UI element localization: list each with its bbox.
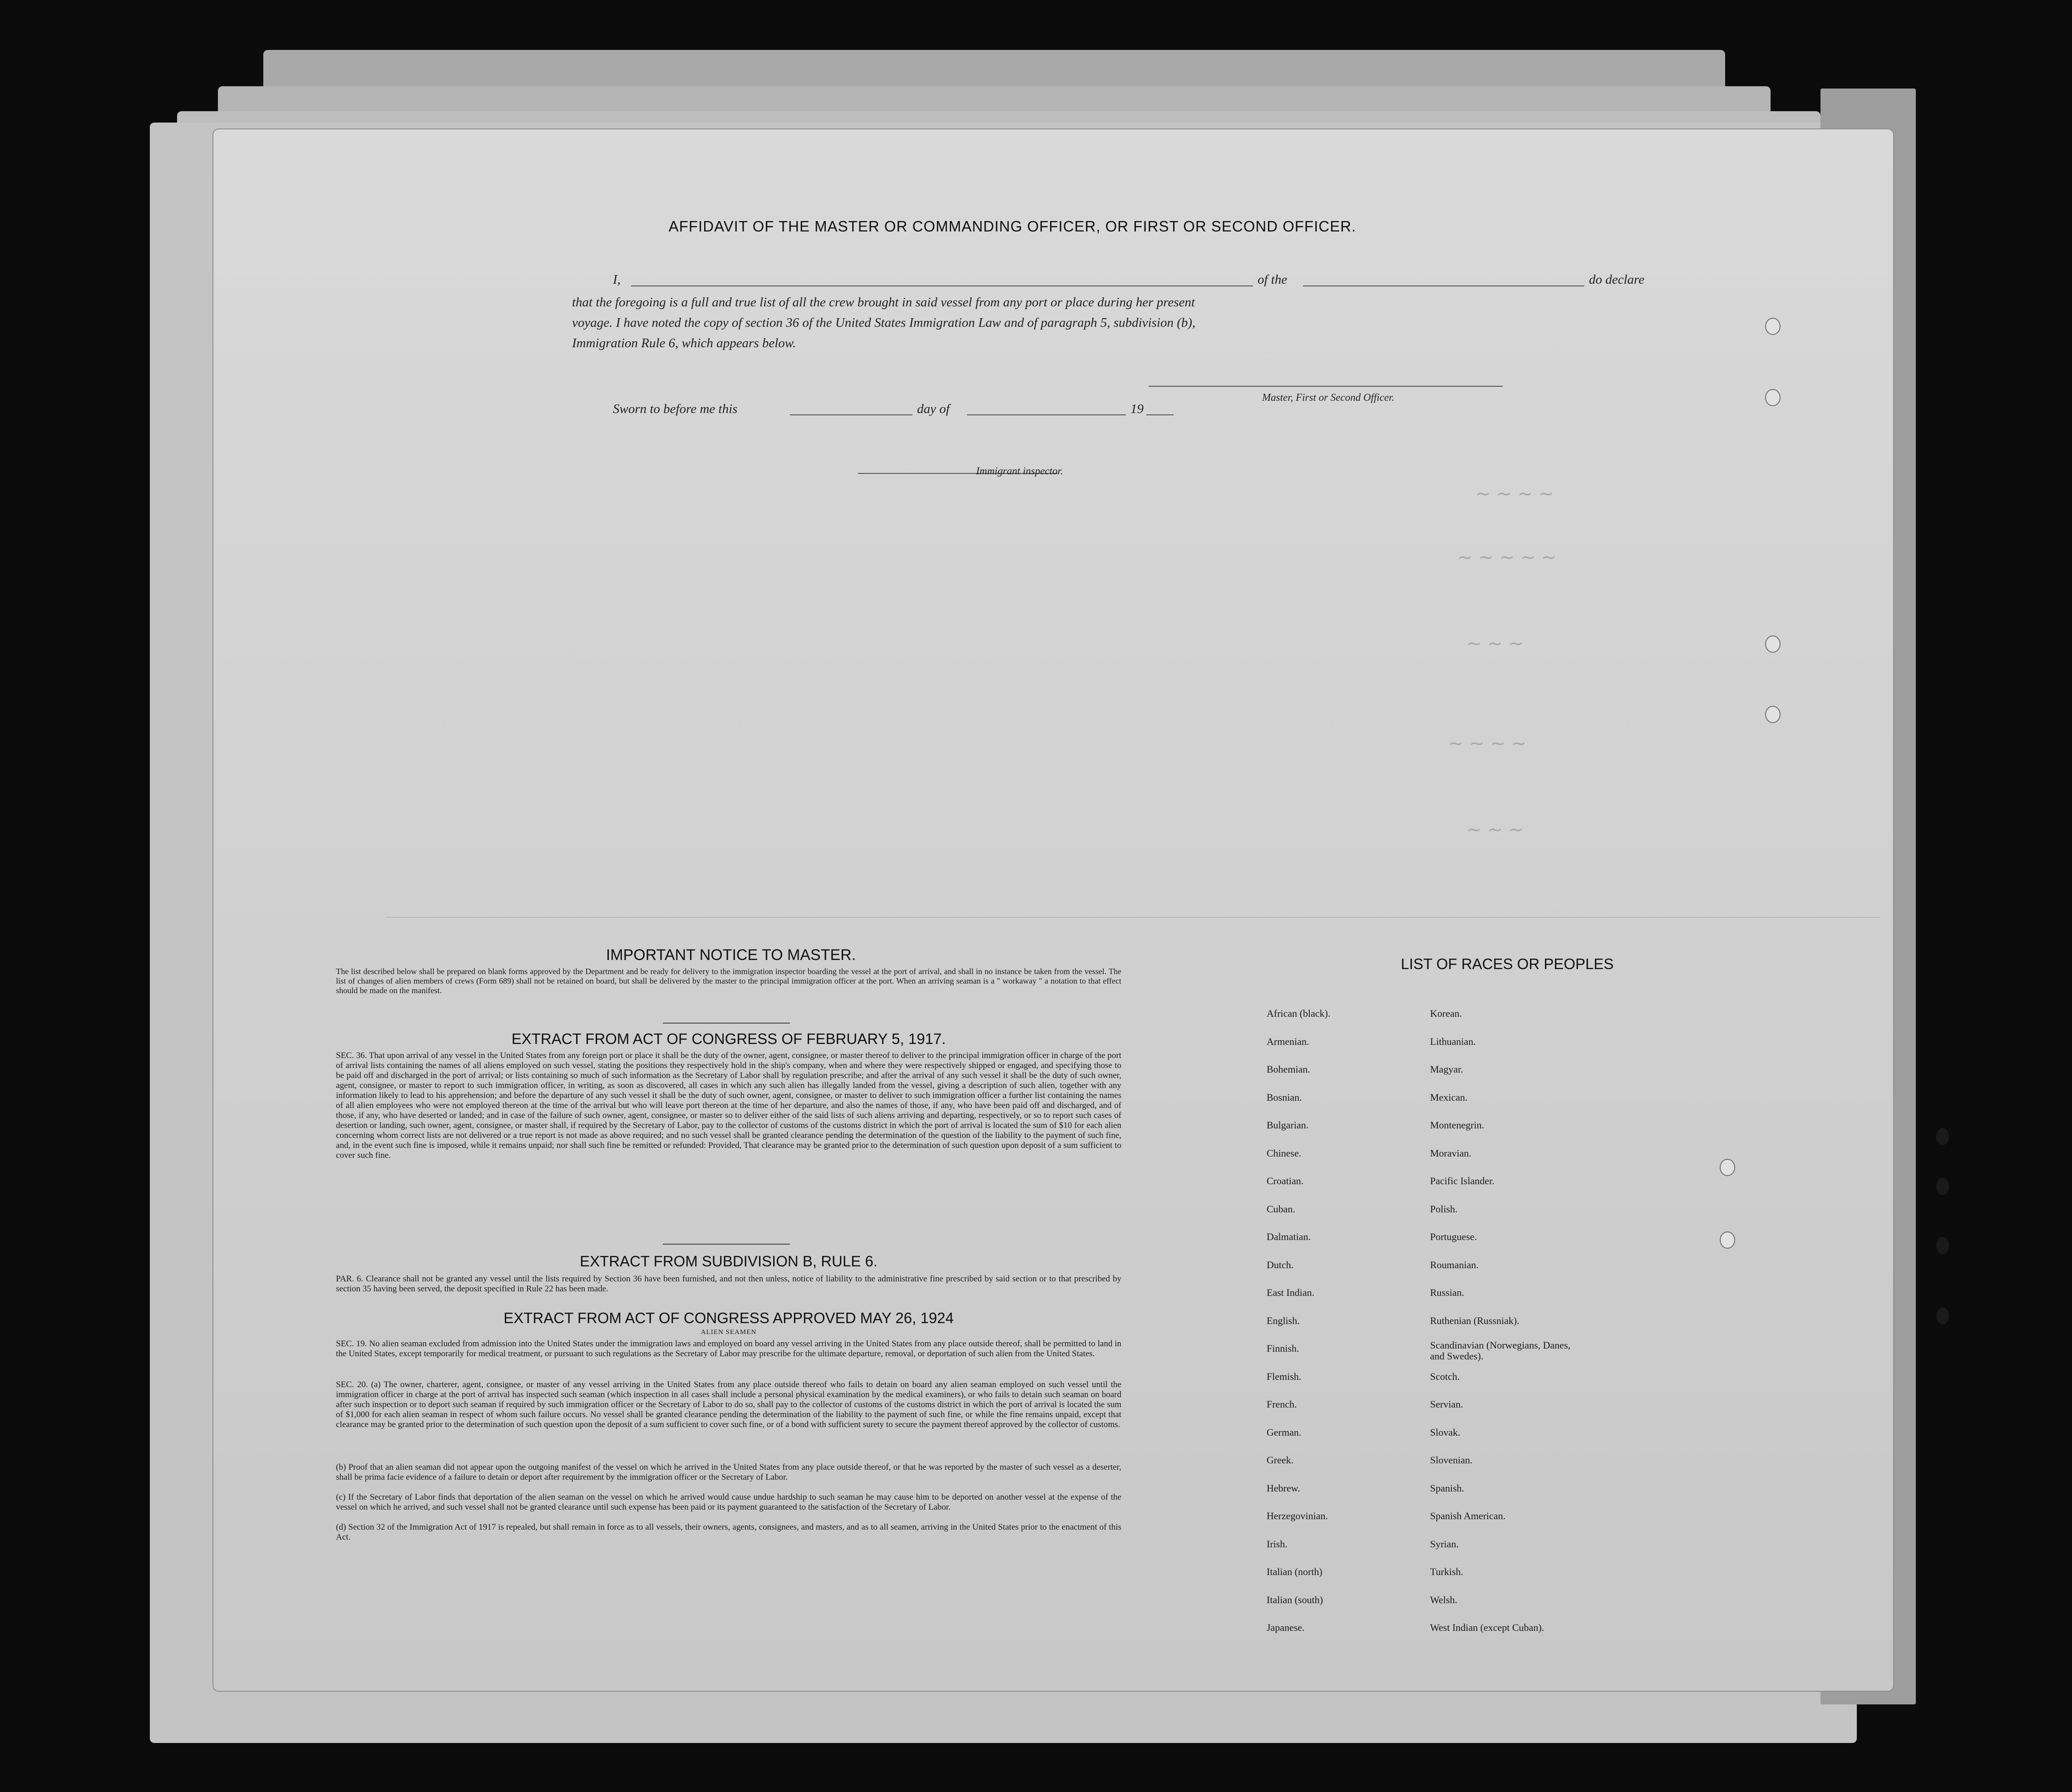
punch-hole (1765, 389, 1781, 406)
binding-hole (1936, 1178, 1949, 1195)
race-item: Bohemian. (1267, 1063, 1310, 1075)
race-item: Cuban. (1267, 1203, 1295, 1215)
bleed-through-mark: ~ ~ ~ (1466, 819, 1524, 840)
punch-hole (1765, 706, 1781, 723)
race-item: Spanish American. (1430, 1510, 1506, 1521)
race-item: Russian. (1430, 1287, 1465, 1298)
affidavit-i-label: I, (613, 272, 621, 287)
race-item: Montenegrin. (1430, 1119, 1485, 1131)
binding-hole (1936, 1307, 1949, 1324)
race-item: Herzegovinian. (1267, 1510, 1328, 1521)
bleed-through-mark: ~ ~ ~ ~ ~ (1457, 547, 1557, 568)
extract-1924-subtitle: ALIEN SEAMEN (701, 1329, 757, 1336)
race-item: Scotch. (1430, 1370, 1460, 1382)
punch-hole (1765, 318, 1781, 335)
race-item: Armenian. (1267, 1035, 1309, 1047)
extract-1917-text: SEC. 36. That upon arrival of any vessel in the United States from any foreign port or place it shall be the duty of the owner, agent, consignee, or master thereof to deliver to the principal immigration officer in charge of the port of arrival lists containing the names of all aliens employed on such vessel, stating the positions they respectively hold in the ship's company, when and where they were respectively shipped or engaged, and specifying those to be paid off and discharged in the port of arrival; or lists containing so much of such information as the Secretary of Labor shall by regulation prescribe; and after the arrival of any such vessel it shall be the duty of such owner, agent, consignee, or master to report to such immigration officer, in writing, as soon as discovered, all cases in which any such alien has illegally landed from the vessel, giving a description of such alien, together with any information likely to lead to his apprehension; and before the departure of any such vessel it shall be the duty of such owner, agent, consignee, or master to deliver to such immigration officer a further list containing the names of all alien employees who were not employed thereon at the time of the arrival but who will leave port thereon at the time of her departure, and also the names of those, if any, who have been paid off and discharged, and of those, if any, who have deserted or landed; and in case of the failure of such owner, agent, consignee, or master so to deliver either of the said lists of such aliens arriving and departing, respectively, or so to report such cases of desertion or landing, such owner, agent, consignee, or master shall, if required by the Secretary of Labor, pay to the collector of customs of the customs district in which the port of arrival is located the sum of $10 for each alien concerning whom correct lists are not delivered or a true report is not made as above required; and no such vessel shall be granted clearance pending the determination of the question of the liability to the payment of such fine, and, in the event such fine is imposed, while it remains unpaid; nor shall such fine be remitted or refunded: Provided, That clearance may be granted prior to the determination of such question upon deposit of a sum sufficient to cover such fine. (336, 1051, 1121, 1160)
race-item: Korean. (1430, 1008, 1462, 1019)
extract-1924-title: EXTRACT FROM ACT OF CONGRESS APPROVED MAY 26, 1924 (503, 1310, 954, 1326)
race-item: Dutch. (1267, 1259, 1294, 1270)
punch-hole (1720, 1159, 1735, 1176)
extract-1924-sec20b: (b) Proof that an alien seaman did not appear upon the outgoing manifest of the vessel on which he arrived in the United States from any place outside thereof, or that he was reported by the master of such vessel as a deserter, shall be prima facie evidence of a failure to detain or deport after requirement by the immigration officer or the Secretary of Labor. (336, 1462, 1121, 1482)
race-item: Irish. (1267, 1538, 1288, 1550)
affidavit-of-the-label: of the (1258, 272, 1288, 287)
race-item: West Indian (except Cuban). (1430, 1622, 1544, 1633)
race-item: Turkish. (1430, 1566, 1464, 1577)
race-item: Magyar. (1430, 1063, 1463, 1075)
affidavit-page (213, 129, 1893, 1691)
year-label: 19 (1130, 402, 1144, 416)
section-divider (663, 1244, 790, 1245)
bleed-through-mark: ~ ~ ~ ~ (1448, 733, 1527, 754)
race-item: Italian (south) (1267, 1594, 1323, 1605)
master-signature-line[interactable] (1149, 386, 1503, 387)
binding-hole (1936, 1237, 1949, 1254)
race-item: Welsh. (1430, 1594, 1457, 1605)
race-item: Dalmatian. (1267, 1231, 1311, 1242)
punch-hole (1720, 1231, 1735, 1249)
race-item: Polish. (1430, 1203, 1458, 1215)
race-item: Chinese. (1267, 1147, 1302, 1159)
race-item: Greek. (1267, 1454, 1294, 1466)
extract-1917-title: EXTRACT FROM ACT OF CONGRESS OF FEBRUARY 5, 1917. (511, 1030, 946, 1047)
race-item: Lithuanian. (1430, 1035, 1476, 1047)
race-item: German. (1267, 1426, 1302, 1438)
race-item: Mexican. (1430, 1091, 1468, 1103)
race-item: Flemish. (1267, 1370, 1302, 1382)
race-item: Syrian. (1430, 1538, 1459, 1550)
affidavit-line-4: Immigration Rule 6, which appears below. (572, 336, 796, 350)
race-item: English. (1267, 1314, 1300, 1326)
race-item: African (black). (1267, 1008, 1331, 1019)
race-item: Spanish. (1430, 1482, 1465, 1494)
race-item: Portuguese. (1430, 1231, 1477, 1242)
race-item: East Indian. (1267, 1287, 1315, 1298)
race-item: Japanese. (1267, 1622, 1305, 1633)
race-item: Bosnian. (1267, 1091, 1302, 1103)
race-item: Croatian. (1267, 1175, 1304, 1186)
race-item: Finnish. (1267, 1343, 1299, 1354)
affidavit-line-2: that the foregoing is a full and true list of all the crew brought in said vessel from any port or place during her present (572, 295, 1195, 310)
inspector-label: Immigrant inspector. (976, 465, 1063, 477)
master-signature-label: Master, First or Second Officer. (1262, 392, 1395, 403)
extract-rule6-title: EXTRACT FROM SUBDIVISION B, RULE 6. (580, 1253, 878, 1270)
race-item: Bulgarian. (1267, 1119, 1309, 1131)
extract-1924-sec20c: (c) If the Secretary of Labor finds that deportation of the alien seaman on the vessel on which he arrived would cause undue hardship to such seaman he may cause him to be deported on another vessel at the expense of the vessel on which he arrived, and such vessel shall not be granted clearance until such expense has been paid or its payment guaranteed to the satisfaction of the Secretary of Labor. (336, 1492, 1121, 1512)
extract-1924-sec20d: (d) Section 32 of the Immigration Act of 1917 is repealed, but shall remain in force as to all vessels, their owners, agents, consignees, and masters, and as to all seamen, arriving in the United States prior to the enactment of this Act. (336, 1522, 1121, 1542)
binding-hole (1936, 1128, 1949, 1145)
day-of-label: day of (917, 402, 950, 416)
affidavit-declare-label: do declare (1589, 272, 1645, 287)
race-item: Slovak. (1430, 1426, 1460, 1438)
bleed-through-mark: ~ ~ ~ (1466, 633, 1524, 654)
race-item: Hebrew. (1267, 1482, 1300, 1494)
sworn-month-line[interactable] (967, 414, 1126, 415)
race-item: Pacific Islander. (1430, 1175, 1495, 1186)
affidavit-line-3: voyage. I have noted the copy of section 36 of the United States Immigration Law and of paragraph 5, subdivision (b), (572, 315, 1196, 330)
sworn-label: Sworn to before me this (613, 402, 738, 416)
race-item: Moravian. (1430, 1147, 1472, 1159)
notice-title: IMPORTANT NOTICE TO MASTER. (606, 946, 856, 964)
race-item: Slovenian. (1430, 1454, 1473, 1466)
section-divider (663, 1023, 790, 1024)
race-item: Scandinavian (Norwegians, Danes, and Swedes). (1430, 1339, 1571, 1362)
race-item: Roumanian. (1430, 1259, 1479, 1270)
race-item: Ruthenian (Russniak). (1430, 1314, 1519, 1326)
affidavit-title: AFFIDAVIT OF THE MASTER OR COMMANDING OFFICER, OR FIRST OR SECOND OFFICER. (668, 218, 1357, 235)
race-item: French. (1267, 1398, 1297, 1410)
race-item: Servian. (1430, 1398, 1463, 1410)
extract-1924-sec20a: SEC. 20. (a) The owner, charterer, agent, consignee, or master of any vessel arriving in the United States from any place outside thereof who fails to detain on board any alien seaman employed on such vessel until the immigration officer in charge at the port of arrival has inspected such seaman (which inspection in all cases shall include a personal physical examination by the medical examiners), or who fails to detain such seaman on board after such inspection or to deport such seaman if required by such immigration officer or the Secretary of Labor to do so, shall pay to the collector of customs of the customs district in which the port of arrival is located the sum of $1,000 for each alien seaman in respect of whom such failure occurs. No vessel shall be granted clearance pending the determination of the liability to the payment of such fine, or while the fine remains unpaid, except that clearance may be granted prior to the determination of such question upon the deposit of a sum sufficient to cover such fine, or of a bond with sufficient surety to secure the payment thereof approved by the collector of customs. (336, 1380, 1121, 1429)
extract-1924-sec19: SEC. 19. No alien seaman excluded from admission into the United States under the immigration laws and employed on board any vessel arriving in the United States from any place outside thereof, shall be permitted to land in the United States, except temporarily for medical treatment, or pursuant to such regulations as the Secretary of Labor may prescribe for the ultimate departure, removal, or deportation of such alien from the United States. (336, 1339, 1121, 1359)
race-item: Italian (north) (1267, 1566, 1322, 1577)
punch-hole (1765, 635, 1781, 653)
bleed-through-line (386, 917, 1880, 918)
year-line[interactable] (1146, 414, 1174, 415)
bleed-through-mark: ~ ~ ~ ~ (1475, 483, 1554, 504)
notice-text: The list described below shall be prepared on blank forms approved by the Department and be ready for delivery to the immigration inspector boarding the vessel at the port of arrival, and shall in no instance be taken from the vessel. The list of changes of alien members of crews (Form 689) shall not be retained on board, but shall be delivered by the master to the principal immigration officer at the port. When an arriving seaman is a " workaway " a notation to that effect should be made on the manifest. (336, 967, 1121, 995)
extract-rule6-text: PAR. 6. Clearance shall not be granted any vessel until the lists required by Section 36 have been furnished, and not then unless, notice of liability to the administrative fine prescribed by said section or to that prescribed by section 35 having been served, the deposit specified in Rule 22 has been made. (336, 1274, 1121, 1294)
races-title: LIST OF RACES OR PEOPLES (1401, 955, 1614, 972)
sworn-day-line[interactable] (790, 414, 913, 415)
